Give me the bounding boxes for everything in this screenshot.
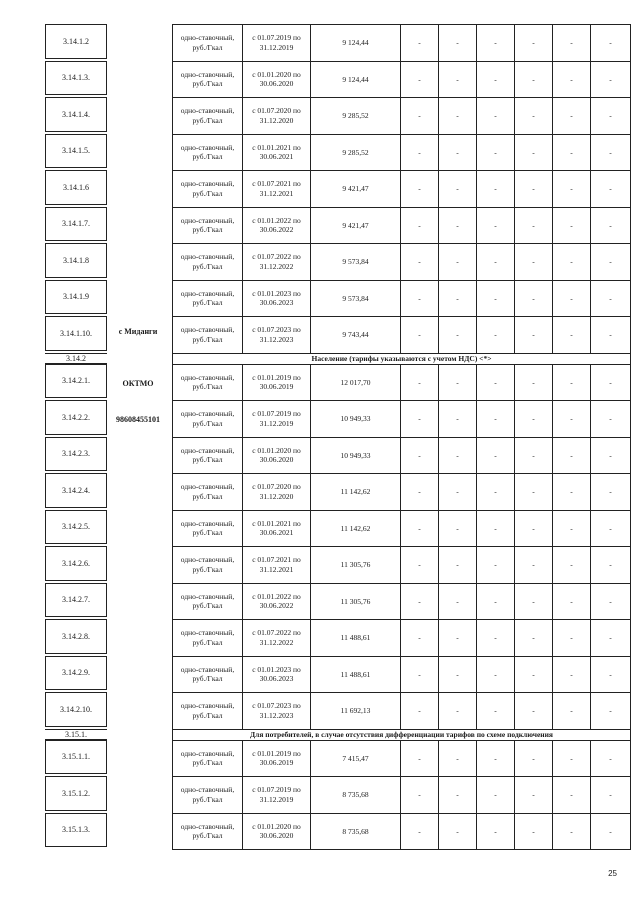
empty-value-cell: - (401, 510, 439, 547)
empty-value-cell: - (591, 25, 631, 62)
section-code: 3.14.2 (45, 353, 107, 364)
table-row (173, 61, 631, 98)
empty-value-cell: - (591, 510, 631, 547)
value-cell: 11 692,13 (311, 693, 401, 730)
value-cell: 8 735,68 (311, 813, 401, 850)
table-row (173, 25, 631, 62)
empty-value-cell: - (591, 98, 631, 135)
value-cell: 11 305,76 (311, 583, 401, 620)
empty-value-cell: - (401, 474, 439, 511)
empty-value-cell: - (477, 280, 515, 317)
row-code: 3.14.1.6 (45, 170, 107, 205)
tariff-type-cell: одно-ставочный, руб./Гкал (173, 207, 243, 244)
period-cell: с 01.01.2020 по 30.06.2020 (243, 813, 311, 850)
empty-value-cell: - (553, 656, 591, 693)
period-cell: с 01.07.2019 по 31.12.2019 (243, 777, 311, 814)
empty-value-cell: - (401, 364, 439, 401)
row-code: 3.14.1.5. (45, 134, 107, 169)
section-header-row (173, 353, 631, 364)
period-cell: с 01.01.2019 по 30.06.2019 (243, 364, 311, 401)
empty-value-cell: - (553, 61, 591, 98)
table-row (173, 740, 631, 777)
empty-value-cell: - (401, 656, 439, 693)
empty-value-cell: - (477, 364, 515, 401)
empty-value-cell: - (515, 207, 553, 244)
empty-value-cell: - (439, 25, 477, 62)
empty-value-cell: - (553, 364, 591, 401)
tariff-type-cell: одно-ставочный, руб./Гкал (173, 401, 243, 438)
empty-value-cell: - (477, 813, 515, 850)
tariff-type-cell: одно-ставочный, руб./Гкал (173, 134, 243, 171)
period-cell: с 01.01.2023 по 30.06.2023 (243, 280, 311, 317)
empty-value-cell: - (591, 777, 631, 814)
table-row (173, 777, 631, 814)
empty-value-cell: - (553, 740, 591, 777)
empty-value-cell: - (553, 207, 591, 244)
empty-value-cell: - (477, 401, 515, 438)
value-cell: 11 142,62 (311, 474, 401, 511)
period-cell: с 01.01.2021 по 30.06.2021 (243, 510, 311, 547)
empty-value-cell: - (439, 693, 477, 730)
period-cell: с 01.01.2019 по 30.06.2019 (243, 740, 311, 777)
empty-value-cell: - (439, 813, 477, 850)
row-code: 3.14.2.4. (45, 473, 107, 508)
empty-value-cell: - (515, 474, 553, 511)
table-row (173, 98, 631, 135)
tariff-type-cell: одно-ставочный, руб./Гкал (173, 61, 243, 98)
row-code: 3.14.1.3. (45, 61, 107, 96)
empty-value-cell: - (477, 244, 515, 281)
table-row (173, 437, 631, 474)
tariff-type-cell: одно-ставочный, руб./Гкал (173, 777, 243, 814)
empty-value-cell: - (401, 693, 439, 730)
empty-value-cell: - (553, 401, 591, 438)
empty-value-cell: - (553, 244, 591, 281)
empty-value-cell: - (515, 280, 553, 317)
tariff-type-cell: одно-ставочный, руб./Гкал (173, 813, 243, 850)
empty-value-cell: - (553, 474, 591, 511)
empty-value-cell: - (515, 620, 553, 657)
empty-value-cell: - (401, 61, 439, 98)
period-cell: с 01.07.2020 по 31.12.2020 (243, 474, 311, 511)
period-cell: с 01.07.2021 по 31.12.2021 (243, 171, 311, 208)
empty-value-cell: - (401, 134, 439, 171)
empty-value-cell: - (591, 401, 631, 438)
empty-value-cell: - (439, 134, 477, 171)
value-cell: 9 743,44 (311, 317, 401, 354)
tariff-type-cell: одно-ставочный, руб./Гкал (173, 98, 243, 135)
empty-value-cell: - (591, 61, 631, 98)
row-code: 3.14.1.4. (45, 97, 107, 132)
empty-value-cell: - (439, 401, 477, 438)
empty-value-cell: - (515, 437, 553, 474)
empty-value-cell: - (515, 740, 553, 777)
empty-value-cell: - (439, 280, 477, 317)
table-row (173, 401, 631, 438)
table-row (173, 693, 631, 730)
empty-value-cell: - (515, 98, 553, 135)
table-row (173, 583, 631, 620)
locality-name: с Миданги (118, 326, 158, 336)
empty-value-cell: - (401, 244, 439, 281)
empty-value-cell: - (553, 25, 591, 62)
tariff-type-cell: одно-ставочный, руб./Гкал (173, 620, 243, 657)
tariff-type-cell: одно-ставочный, руб./Гкал (173, 693, 243, 730)
empty-value-cell: - (591, 813, 631, 850)
empty-value-cell: - (591, 317, 631, 354)
empty-value-cell: - (439, 656, 477, 693)
empty-value-cell: - (553, 547, 591, 584)
empty-value-cell: - (477, 547, 515, 584)
empty-value-cell: - (477, 207, 515, 244)
row-code: 3.14.1.7. (45, 207, 107, 242)
value-cell: 8 735,68 (311, 777, 401, 814)
period-cell: с 01.01.2021 по 30.06.2021 (243, 134, 311, 171)
empty-value-cell: - (439, 364, 477, 401)
period-cell: с 01.01.2020 по 30.06.2020 (243, 61, 311, 98)
empty-value-cell: - (591, 437, 631, 474)
empty-value-cell: - (439, 437, 477, 474)
empty-value-cell: - (477, 693, 515, 730)
tariff-type-cell: одно-ставочный, руб./Гкал (173, 474, 243, 511)
table-row (173, 620, 631, 657)
empty-value-cell: - (553, 693, 591, 730)
value-cell: 9 124,44 (311, 25, 401, 62)
empty-value-cell: - (553, 317, 591, 354)
section-header-row (173, 729, 631, 740)
empty-value-cell: - (477, 510, 515, 547)
empty-value-cell: - (515, 656, 553, 693)
empty-value-cell: - (439, 61, 477, 98)
tariff-type-cell: одно-ставочный, руб./Гкал (173, 510, 243, 547)
empty-value-cell: - (591, 656, 631, 693)
period-cell: с 01.07.2019 по 31.12.2019 (243, 401, 311, 438)
empty-value-cell: - (477, 777, 515, 814)
tariff-type-cell: одно-ставочный, руб./Гкал (173, 364, 243, 401)
value-cell: 11 142,62 (311, 510, 401, 547)
table-row (173, 244, 631, 281)
row-code: 3.14.1.2 (45, 24, 107, 59)
empty-value-cell: - (515, 547, 553, 584)
empty-value-cell: - (553, 777, 591, 814)
value-cell: 7 415,47 (311, 740, 401, 777)
empty-value-cell: - (515, 25, 553, 62)
empty-value-cell: - (401, 171, 439, 208)
empty-value-cell: - (401, 207, 439, 244)
period-cell: с 01.01.2022 по 30.06.2022 (243, 207, 311, 244)
table-row (173, 207, 631, 244)
empty-value-cell: - (477, 583, 515, 620)
tariff-type-cell: одно-ставочный, руб./Гкал (173, 547, 243, 584)
table-row (173, 813, 631, 850)
empty-value-cell: - (477, 25, 515, 62)
empty-value-cell: - (439, 474, 477, 511)
oktmo-label: ОКТМО (122, 378, 154, 388)
empty-value-cell: - (591, 693, 631, 730)
empty-value-cell: - (401, 620, 439, 657)
table-row (173, 656, 631, 693)
empty-value-cell: - (401, 280, 439, 317)
empty-value-cell: - (439, 583, 477, 620)
empty-value-cell: - (515, 510, 553, 547)
period-cell: с 01.01.2020 по 30.06.2020 (243, 437, 311, 474)
empty-value-cell: - (477, 134, 515, 171)
value-cell: 9 573,84 (311, 244, 401, 281)
empty-value-cell: - (439, 547, 477, 584)
value-cell: 11 488,61 (311, 620, 401, 657)
empty-value-cell: - (401, 740, 439, 777)
empty-value-cell: - (591, 620, 631, 657)
period-cell: с 01.07.2023 по 31.12.2023 (243, 693, 311, 730)
period-cell: с 01.07.2020 по 31.12.2020 (243, 98, 311, 135)
empty-value-cell: - (515, 171, 553, 208)
empty-value-cell: - (401, 813, 439, 850)
row-code: 3.14.1.9 (45, 280, 107, 315)
row-code: 3.14.2.8. (45, 619, 107, 654)
row-code: 3.15.1.1. (45, 740, 107, 775)
empty-value-cell: - (591, 244, 631, 281)
empty-value-cell: - (477, 61, 515, 98)
value-cell: 10 949,33 (311, 401, 401, 438)
empty-value-cell: - (515, 134, 553, 171)
section-code: 3.15.1. (45, 729, 107, 740)
table-row (173, 280, 631, 317)
table-row (173, 171, 631, 208)
period-cell: с 01.01.2023 по 30.06.2023 (243, 656, 311, 693)
empty-value-cell: - (591, 280, 631, 317)
empty-value-cell: - (591, 364, 631, 401)
empty-value-cell: - (553, 280, 591, 317)
tariff-type-cell: одно-ставочный, руб./Гкал (173, 656, 243, 693)
empty-value-cell: - (591, 740, 631, 777)
empty-value-cell: - (553, 813, 591, 850)
tariff-type-cell: одно-ставочный, руб./Гкал (173, 437, 243, 474)
row-code: 3.15.1.2. (45, 776, 107, 811)
row-code: 3.14.2.7. (45, 583, 107, 618)
tariff-type-cell: одно-ставочный, руб./Гкал (173, 171, 243, 208)
period-cell: с 01.01.2022 по 30.06.2022 (243, 583, 311, 620)
value-cell: 12 017,70 (311, 364, 401, 401)
empty-value-cell: - (477, 171, 515, 208)
value-cell: 10 949,33 (311, 437, 401, 474)
empty-value-cell: - (553, 171, 591, 208)
row-code: 3.14.2.3. (45, 437, 107, 472)
empty-value-cell: - (553, 134, 591, 171)
row-code: 3.14.2.6. (45, 546, 107, 581)
empty-value-cell: - (553, 620, 591, 657)
empty-value-cell: - (401, 25, 439, 62)
section-title: Население (тарифы указываются с учетом НДС) <*> (173, 353, 631, 364)
empty-value-cell: - (553, 98, 591, 135)
empty-value-cell: - (401, 98, 439, 135)
empty-value-cell: - (591, 583, 631, 620)
period-cell: с 01.07.2022 по 31.12.2022 (243, 620, 311, 657)
empty-value-cell: - (439, 620, 477, 657)
value-cell: 11 488,61 (311, 656, 401, 693)
tariff-table (172, 24, 631, 850)
empty-value-cell: - (439, 244, 477, 281)
value-cell: 9 285,52 (311, 134, 401, 171)
empty-value-cell: - (515, 583, 553, 620)
row-code: 3.15.1.3. (45, 813, 107, 848)
oktmo-value: 98608455101 (116, 414, 160, 424)
period-cell: с 01.07.2023 по 31.12.2023 (243, 317, 311, 354)
empty-value-cell: - (553, 510, 591, 547)
empty-value-cell: - (591, 171, 631, 208)
empty-value-cell: - (477, 620, 515, 657)
tariff-type-cell: одно-ставочный, руб./Гкал (173, 280, 243, 317)
empty-value-cell: - (515, 244, 553, 281)
value-cell: 9 573,84 (311, 280, 401, 317)
empty-value-cell: - (591, 207, 631, 244)
period-cell: с 01.07.2022 по 31.12.2022 (243, 244, 311, 281)
value-cell: 9 421,47 (311, 207, 401, 244)
row-code: 3.14.2.5. (45, 510, 107, 545)
value-cell: 11 305,76 (311, 547, 401, 584)
table-row (173, 474, 631, 511)
empty-value-cell: - (439, 98, 477, 135)
empty-value-cell: - (439, 317, 477, 354)
tariff-type-cell: одно-ставочный, руб./Гкал (173, 740, 243, 777)
table-row (173, 510, 631, 547)
empty-value-cell: - (401, 437, 439, 474)
table-row (173, 364, 631, 401)
row-code: 3.14.2.10. (45, 692, 107, 727)
row-code: 3.14.1.10. (45, 316, 107, 351)
empty-value-cell: - (477, 656, 515, 693)
empty-value-cell: - (515, 813, 553, 850)
tariff-type-cell: одно-ставочный, руб./Гкал (173, 317, 243, 354)
empty-value-cell: - (553, 583, 591, 620)
value-cell: 9 124,44 (311, 61, 401, 98)
empty-value-cell: - (439, 171, 477, 208)
period-cell: с 01.07.2019 по 31.12.2019 (243, 25, 311, 62)
table-row (173, 317, 631, 354)
row-code: 3.14.2.2. (45, 400, 107, 435)
empty-value-cell: - (439, 777, 477, 814)
empty-value-cell: - (515, 693, 553, 730)
table-row (173, 547, 631, 584)
empty-value-cell: - (515, 401, 553, 438)
empty-value-cell: - (439, 510, 477, 547)
empty-value-cell: - (401, 583, 439, 620)
empty-value-cell: - (515, 317, 553, 354)
empty-value-cell: - (553, 437, 591, 474)
row-code: 3.14.1.8 (45, 243, 107, 278)
empty-value-cell: - (401, 777, 439, 814)
empty-value-cell: - (439, 207, 477, 244)
tariff-type-cell: одно-ставочный, руб./Гкал (173, 583, 243, 620)
empty-value-cell: - (515, 61, 553, 98)
page-number: 25 (608, 869, 617, 878)
period-cell: с 01.07.2021 по 31.12.2021 (243, 547, 311, 584)
empty-value-cell: - (591, 134, 631, 171)
empty-value-cell: - (591, 474, 631, 511)
value-cell: 9 421,47 (311, 171, 401, 208)
empty-value-cell: - (439, 740, 477, 777)
empty-value-cell: - (591, 547, 631, 584)
value-cell: 9 285,52 (311, 98, 401, 135)
row-code: 3.14.2.1. (45, 364, 107, 399)
section-title: Для потребителей, в случае отсутствия дифференциации тарифов по схеме подключения (173, 729, 631, 740)
row-code: 3.14.2.9. (45, 656, 107, 691)
tariff-type-cell: одно-ставочный, руб./Гкал (173, 25, 243, 62)
tariff-type-cell: одно-ставочный, руб./Гкал (173, 244, 243, 281)
empty-value-cell: - (477, 437, 515, 474)
empty-value-cell: - (515, 364, 553, 401)
empty-value-cell: - (515, 777, 553, 814)
empty-value-cell: - (477, 474, 515, 511)
empty-value-cell: - (477, 740, 515, 777)
table-row (173, 134, 631, 171)
empty-value-cell: - (401, 317, 439, 354)
empty-value-cell: - (401, 401, 439, 438)
empty-value-cell: - (401, 547, 439, 584)
empty-value-cell: - (477, 98, 515, 135)
empty-value-cell: - (477, 317, 515, 354)
